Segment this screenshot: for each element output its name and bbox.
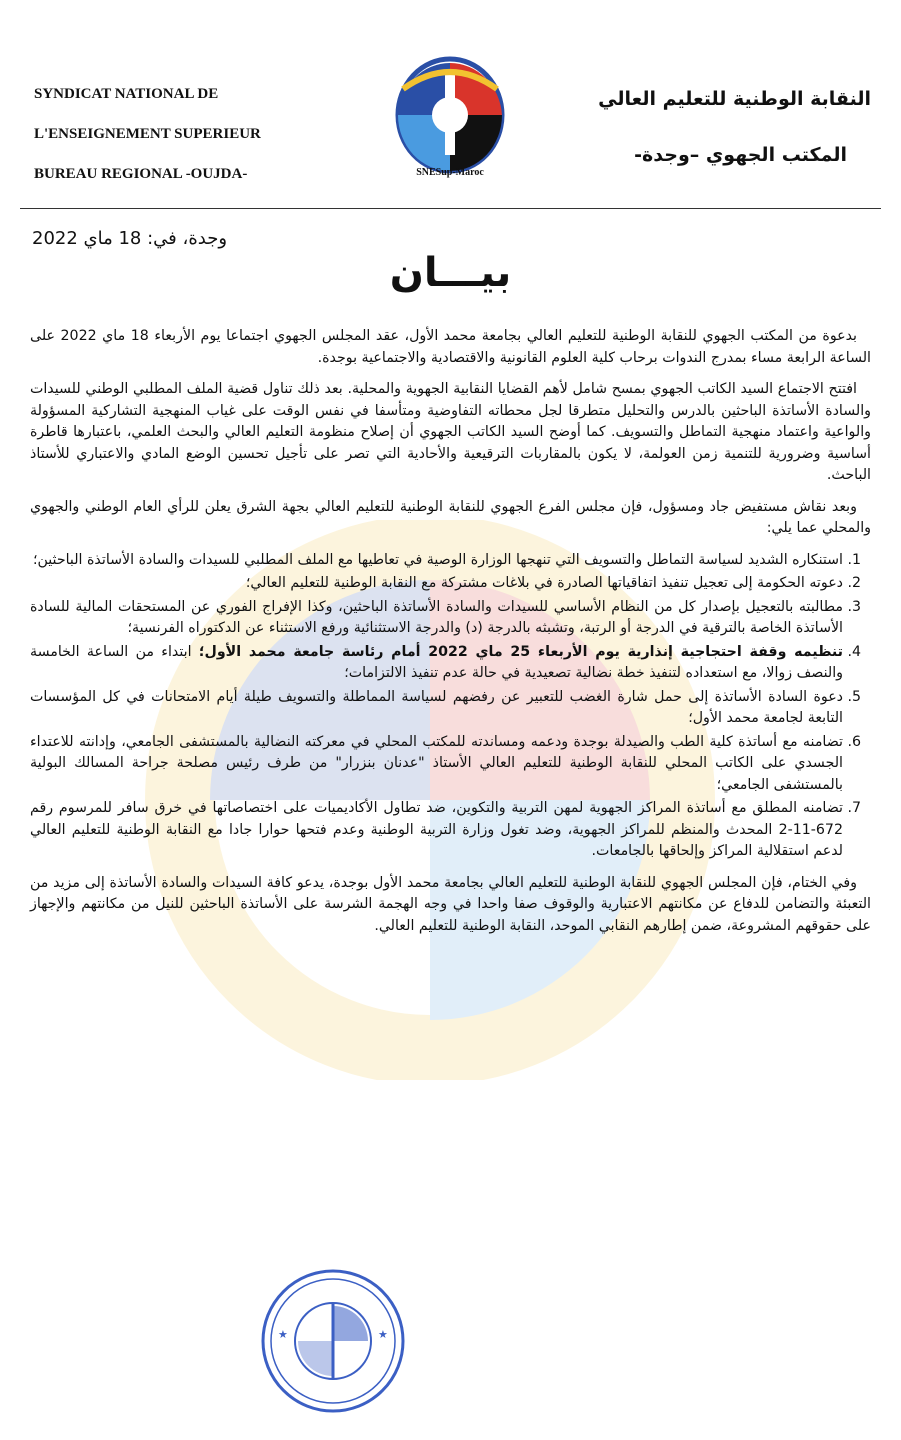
logo-caption: SNESup-Maroc: [416, 167, 484, 178]
svg-text:★: ★: [278, 1328, 288, 1341]
list-item: 2. دعوته الحكومة إلى تعجيل تنفيذ اتفاقياتها الصادرة في بلاغات مشتركة مع النقابة الوطنية للتعليم العالي؛: [30, 573, 843, 595]
resolutions-list: [30, 550, 871, 863]
list-item: 6. تضامنه مع أساتذة كلية الطب والصيدلة بوجدة ودعمه ومساندته للمكتب المحلي في معركته النضالية بالمستشفى الجامعي، وإدانته للاعتداء الجسدي على الكاتب المحلي للنقابة الوطنية للتعليم العالي الأستاذ "عدنان بنزرار" من طرف رئيس مصلحة جراحة المسالك البولية بالمستشفى الجامعي؛: [30, 732, 843, 797]
list-item: 7. تضامنه المطلق مع أساتذة المراكز الجهوية لمهن التربية والتكوين، ضد تطاول الأكاديميات على اختصاصاتها في خرق سافر للمرسوم رقم 672-11-2 المحدث والمنظم للمراكز الجهوية، وضد تغول وزارة التربية الوطنية وعدم فتحها حوارا جادا مع النقابة الوطنية للتعليم العالي لدعم استقلالية المراكز وإلحاقها بالجامعات.: [30, 798, 843, 863]
document-title: بيـــان: [389, 250, 512, 296]
header-fr-line3: BUREAU REGIONAL -OUJDA-: [34, 166, 248, 182]
official-stamp-icon: [258, 1266, 408, 1416]
paragraph-declaration: وبعد نقاش مستفيض جاد ومسؤول، فإن مجلس الفرع الجهوي للنقابة الوطنية للتعليم العالي بجهة الشرق يعلن للرأي العام الوطني والجهوي والمحلي عما يلي:: [30, 498, 871, 536]
header-fr-line1: SYNDICAT NATIONAL DE: [34, 86, 219, 102]
svg-text:★: ★: [378, 1328, 388, 1341]
document-body: [30, 326, 871, 947]
list-item: 1. استنكاره الشديد لسياسة التماطل والتسويف التي تنهجها الوزارة الوصية في تعاطيها مع الملف المطلبي للسيدات والسادة الأساتذة الباحثين؛: [30, 550, 843, 572]
list-item-bold: تنظيمه وقفة احتجاجية إنذارية يوم الأربعاء 25 ماي 2022 أمام رئاسة جامعة محمد الأول؛: [198, 643, 844, 660]
paragraph-closing: وفي الختام، فإن المجلس الجهوي للنقابة الوطنية للتعليم العالي بجامعة محمد الأول بوجدة، يدعو كافة السيدات والسادة الأساتذة إلى مزيد من التعبئة والتضامن للدفاع عن مكانتهم الاعتبارية والوقوف صفا واحدا في وجه الهجمة الشرسة على الأساتذة الباحثين للنيل من مكانتهم والإجهاز على حقوقهم المشروعة، ضمن إطارهم النقابي الموحد، النقابة الوطنية للتعليم العالي.: [30, 874, 871, 934]
header-fr-line2: L'ENSEIGNEMENT SUPERIEUR: [34, 126, 261, 142]
header-divider: [20, 208, 881, 209]
header-arabic: [571, 88, 871, 166]
header-ar-line2: المكتب الجهوي –وجدة-: [634, 144, 847, 166]
header-ar-line1: النقابة الوطنية للتعليم العالي: [598, 88, 871, 110]
header-french: [34, 84, 334, 204]
list-item-rest: ابتداء من الساعة الخامسة والنصف زوالا، مع استعداده لتنفيذ خطة نضالية تصعيدية في حالة عدم تنفيذ الالتزامات؛: [30, 643, 843, 681]
paragraph-opening: افتتح الاجتماع السيد الكاتب الجهوي بمسح شامل لأهم القضايا النقابية الجهوية والمحلية. بعد ذلك تناول قضية الملف المطلبي الوطني للسيدات والسادة الأساتذة الباحثين بالدرس والتحليل متطرقا لجل محطاته التفاوضية ومتأسفا في نفس الوقت على غياب المنهجية التشاركية المسؤولة والواعية واعتماد منهجية التماطل والتسويف. كما أوضح السيد الكاتب الجهوي أن إصلاح منظومة التعليم العالي والبحث العلمي، باعتبارها قاطرة أساسية وضرورية للتنمية زمن العولمة، لا يكون بالمقاربات الترقيعية والأحادية التي تصر على تأجيل تحسين الوضع المادي والاعتباري للأستاذ الباحث.: [30, 381, 871, 483]
paragraph-intro: بدعوة من المكتب الجهوي للنقابة الوطنية للتعليم العالي بجامعة محمد الأول، عقد المجلس الجهوي اجتماعا يوم الأربعاء 18 ماي 2022 على الساعة الرابعة مساء بمدرج الندوات برحاب كلية العلوم القانونية والاقتصادية والاجتماعية بوجدة.: [30, 328, 871, 366]
list-item: 5. دعوة السادة الأساتذة إلى حمل شارة الغضب للتعبير عن رفضهم لسياسة المماطلة والتسويف طيلة أيام الامتحانات في كل المؤسسات التابعة لجامعة محمد الأول؛: [30, 687, 843, 730]
document-date: وجدة، في: 18 ماي 2022: [32, 228, 228, 249]
list-item: [30, 642, 843, 685]
list-item: 3. مطالبته بالتعجيل بإصدار كل من النظام الأساسي للسيدات والسادة الأساتذة الباحثين، وكذا الإفراج الفوري عن المستحقات المالية للسادة الأساتذة الخاصة بالترقية في الدرجة أو الرتبة، وتشبثه بالدرجة (د) والدرجة الاستثنائية ورفع الاستثناء عن الدكتوراه الفرنسية؛: [30, 597, 843, 640]
